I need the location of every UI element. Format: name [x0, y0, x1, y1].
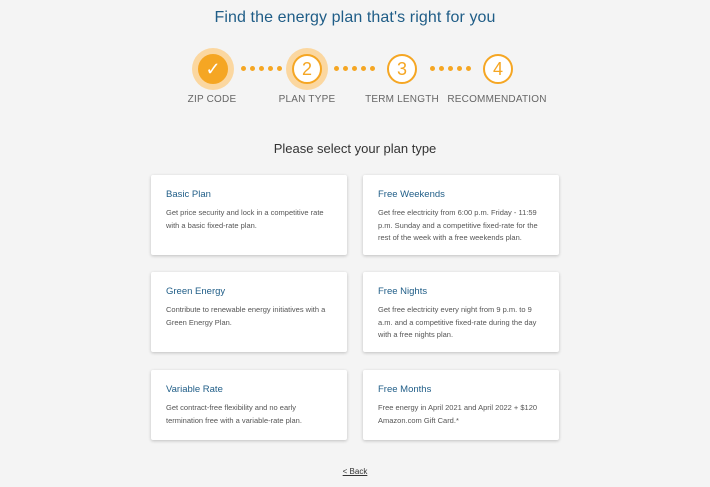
- plan-card-basic[interactable]: [151, 175, 347, 255]
- step-1-label: ZIP CODE: [187, 94, 237, 105]
- plan-card-title: Free Weekends: [378, 189, 445, 200]
- plan-card-title: Free Months: [378, 384, 432, 395]
- section-subtitle: Please select your plan type: [273, 141, 437, 156]
- plan-card-title: Variable Rate: [166, 384, 223, 395]
- plan-card-description: Get free electricity from 6:00 p.m. Friday - 11:59 p.m. Sunday and a competitive fixed-rate for the rest of the week with a free weekends plan.: [378, 208, 538, 242]
- step-3-label: TERM LENGTH: [365, 94, 439, 105]
- plan-card-description: Get contract-free flexibility and no early termination free with a variable-rate plan.: [166, 403, 302, 425]
- plan-card-title: Free Nights: [378, 286, 428, 297]
- step-2-circle: 2: [292, 54, 322, 84]
- plan-card-free-weekends[interactable]: [363, 175, 559, 255]
- step-3-circle: 3: [387, 54, 417, 84]
- plan-card-free-nights[interactable]: [363, 272, 559, 352]
- plan-card-title: Green Energy: [166, 286, 226, 297]
- plan-card-free-months[interactable]: [363, 370, 559, 440]
- back-link[interactable]: < Back: [342, 467, 368, 476]
- plan-card-green-energy[interactable]: [151, 272, 347, 352]
- plan-card-description: Get free electricity every night from 9 p.m. to 9 a.m. and a competitive fixed-rate during the day with a free nights plan.: [378, 305, 537, 339]
- step-4-circle: 4: [483, 54, 513, 84]
- step-2-label: PLAN TYPE: [278, 94, 336, 105]
- step-4-label: RECOMMENDATION: [447, 94, 547, 105]
- plan-card-variable-rate[interactable]: [151, 370, 347, 440]
- plan-card-description: Contribute to renewable energy initiatives with a Green Energy Plan.: [166, 305, 326, 327]
- plan-card-title: Basic Plan: [166, 189, 211, 200]
- plan-card-description: Free energy in April 2021 and April 2022 + $120 Amazon.com Gift Card.*: [378, 403, 538, 425]
- page-title: Find the energy plan that's right for you: [214, 9, 496, 26]
- plan-card-description: Get price security and lock in a competitive rate with a basic fixed-rate plan.: [166, 208, 324, 230]
- step-1-check-icon: ✓: [198, 54, 228, 84]
- progress-stepper: [0, 0, 710, 110]
